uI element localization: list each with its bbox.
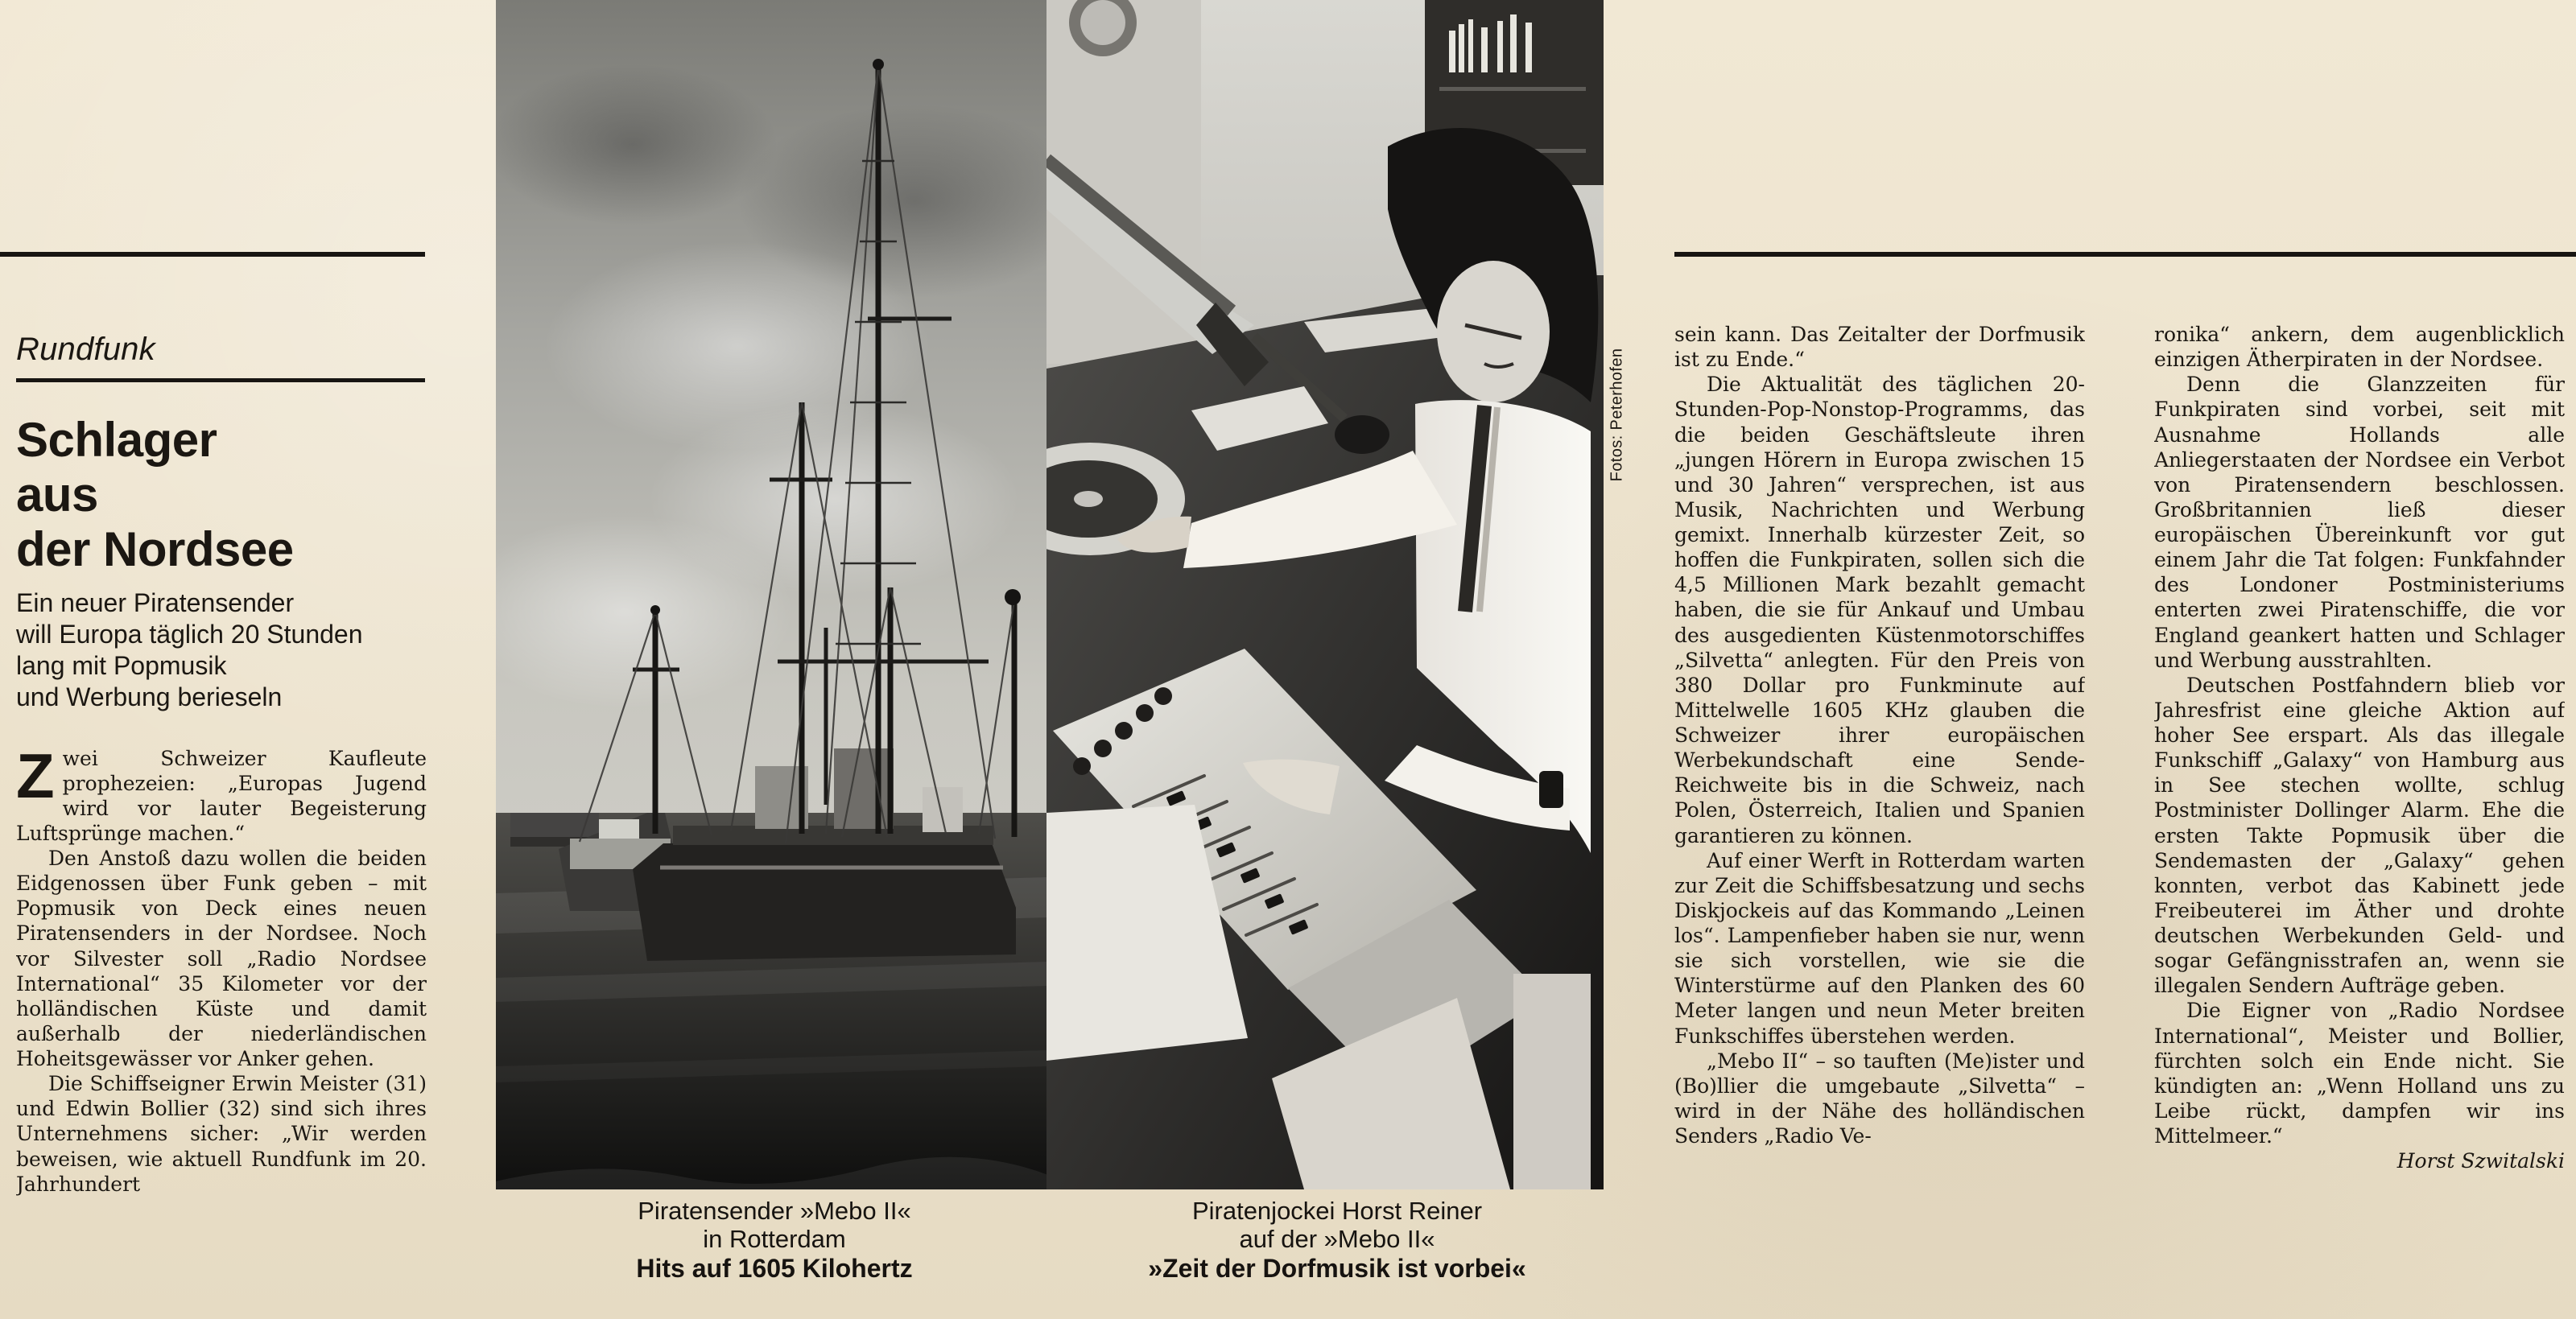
article-headline: Schlager aus der Nordsee	[16, 413, 294, 576]
dj-photo	[1046, 0, 1604, 1189]
dj-caption-subtitle: »Zeit der Dorfmusik ist vorbei«	[1148, 1254, 1526, 1284]
dj-caption-main: Piratenjockei Horst Reiner auf der »Mebo II«	[1191, 1197, 1483, 1253]
article-deck: Ein neuer Piratensender will Europa täglich 20 Stunden lang mit Popmusik und Werbung berieseln	[16, 588, 363, 712]
column-3-paragraph-4: „Mebo II“ – so tauften (Me)ister und (Bo)llier die umgebaute „Silvetta“ – wird in der Nähe des holländischen Senders „Radio Ve-	[1674, 1049, 2085, 1148]
ship-caption	[501, 1197, 1048, 1309]
left-column-body	[16, 740, 427, 1197]
photo-credit-wrapper	[1604, 330, 1632, 507]
column-4-paragraph-1: ronika“ ankern, dem augenblicklich einzigen Ätherpiraten in der Nordsee.	[2154, 323, 2565, 372]
column-4-paragraph-2: Denn die Glanzzeiten für Funkpiraten sind vorbei, seit mit Ausnahme Hollands alle Anliegerstaaten der Nordsee ein Verbot von Piratensendern beschlossen. Großbritannien ließ dieser europäischen Übereinkunft vor gut einem Jahr die Tat folgen: Funkfahnder des Londoner Postministeriums enterten zwei Piratenschiffe, die vor England geankert hatten und Schlager und Werbung ausstrahlten.	[2154, 373, 2565, 672]
article-column-3	[1674, 322, 2085, 1312]
left-paragraph-2: Den Anstoß dazu wollen die beiden Eidgenossen über Funk geben – mit Popmusik von Deck eines neuen Piratensenders in der Nordsee. Noch vor Silvester soll „Radio Nordsee International“ 35 Kilometer vor der holländischen Küste und damit außerhalb der niederländischen Hoheitsgewässer vor Anker gehen.	[16, 847, 427, 1071]
ship-caption-main: Piratensender »Mebo II« in Rotterdam	[638, 1197, 911, 1253]
article-column-4	[2154, 322, 2565, 1312]
drop-cap: Z	[16, 740, 55, 811]
left-paragraph-1	[16, 740, 427, 847]
ship-photo-graphic	[496, 0, 1048, 1189]
column-3-paragraph-3: Auf einer Werft in Rotterdam warten zur Zeit die Schiffsbesatzung und sechs Diskjockeis auf das Kommando „Leinen los“. Lampenfieber haben sie nur, wenn sie sich vorstellen, wie sie die Winterstürme auf den Planken des 60 Meter langen und neun Meter breiten Funkschiffes überstehen werden.	[1674, 848, 2085, 1048]
dj-photo-graphic	[1046, 0, 1604, 1189]
column-4-paragraph-4: Die Eigner von „Radio Nordsee International“, Meister und Bollier, fürchten solch ein Ende nicht. Sie kündigten an: „Wenn Holland uns zu Leibe rückt, dampfen wir ins Mittelmeer.“	[2154, 999, 2565, 1148]
ship-photo	[496, 0, 1048, 1189]
left-divider-rule	[0, 252, 425, 257]
left-paragraph-1-text: wei Schweizer Kaufleute prophezeien: „Europas Jugend wird vor lauter Begeisterung Luftsprünge machen.“	[16, 746, 427, 845]
right-divider-rule	[1674, 252, 2576, 257]
photo-credit: Fotos: Peterhofen	[1608, 348, 1626, 482]
left-paragraph-3: Die Schiffseigner Erwin Meister (31) und Edwin Bollier (32) sind sich ihres Unternehmens sicher: „Wir werden beweisen, wie aktuell Rundfunk im 20. Jahrhundert	[16, 1072, 427, 1196]
left-article-column	[16, 322, 427, 1312]
section-rule	[16, 378, 425, 382]
column-4-body	[2154, 322, 2565, 1148]
column-3-paragraph-1: sein kann. Das Zeitalter der Dorfmusik ist zu Ende.“	[1674, 323, 2085, 372]
dj-caption	[1071, 1197, 1604, 1309]
column-4-paragraph-3: Deutschen Postfahndern blieb vor Jahresfrist eine gleiche Aktion auf hoher See erspart. Als das illegale Funkschiff „Galaxy“ von Hamburg aus in See stechen wollte, schlug Postminister Dollinger Alarm. Ehe die ersten Takte Popmusik über die Sendemasten der „Galaxy“ gehen konnten, verbot das Kabinett jede Freibeuterei im Äther und drohte deutschen Werbekunden Geld- und sogar Gefängnisstrafen an, wenn sie illegalen Sendern Aufträge geben.	[2154, 673, 2565, 998]
section-label: Rundfunk	[16, 332, 155, 367]
article-byline: Horst Szwitalski	[2396, 1149, 2565, 1173]
column-3-paragraph-2: Die Aktualität des täglichen 20-Stunden-Pop-Nonstop-Programms, das die beiden Geschäftsleute ihren „jungen Hörern in Europa zwischen 15 und 30 Jahren“ versprechen, ist aus Musik, Nachrichten und Werbung gemixt. Innerhalb kürzester Zeit, so hoffen die Funkpiraten, sollen sich die 4,5 Millionen Mark bezahlt gemacht haben, die sie für Ankauf und Umbau des ausgedienten Küstenmotorschiffes „Silvetta“ anlegten. Für den Preis von 380 Dollar pro Funkminute auf Mittelwelle 1605 KHz glauben die Schweizer ihrer europäischen Werbekundschaft eine Sende-Reichweite bis in die Schweiz, nach Polen, Österreich, Italien und Spanien garantieren zu können.	[1674, 373, 2085, 847]
column-3-body	[1674, 322, 2085, 1148]
ship-caption-subtitle: Hits auf 1605 Kilohertz	[636, 1254, 913, 1284]
